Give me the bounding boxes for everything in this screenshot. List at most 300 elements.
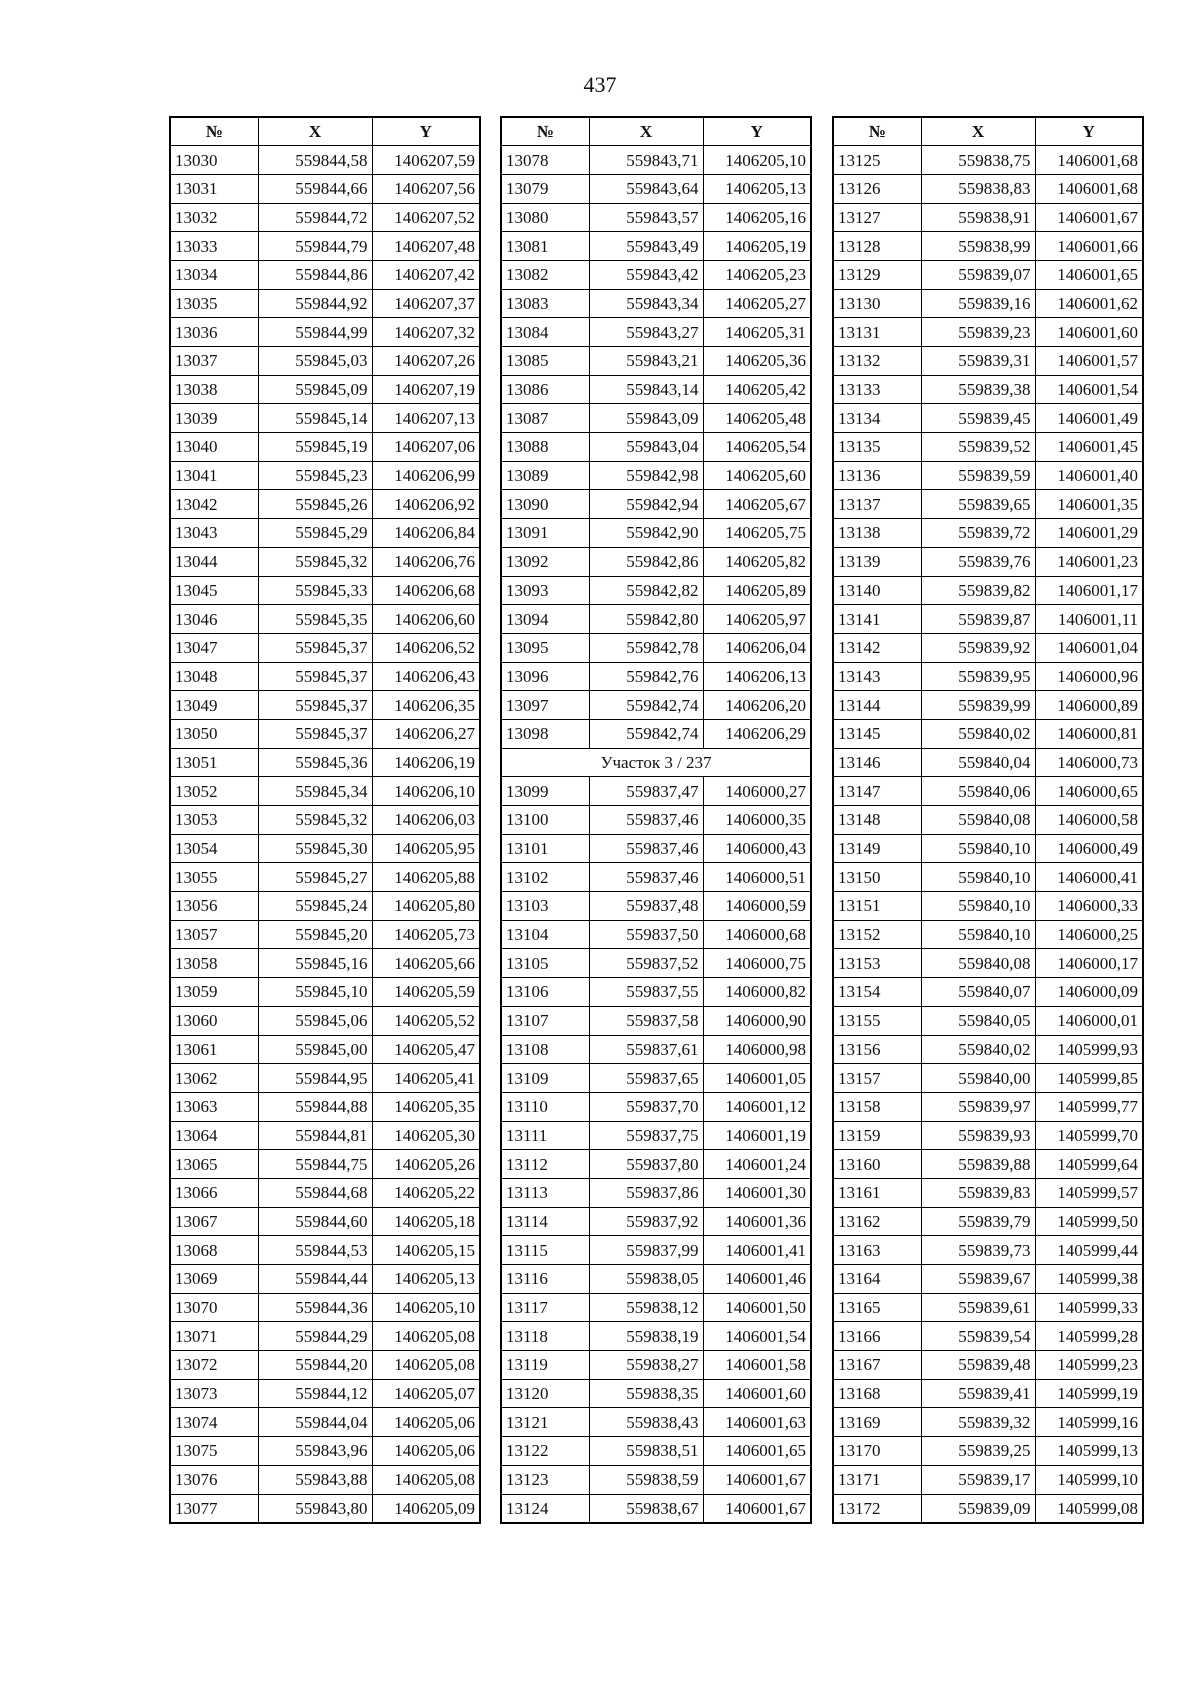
x-coordinate-cell: 559839,17 bbox=[921, 1465, 1035, 1494]
y-coordinate-cell: 1406206,35 bbox=[372, 691, 480, 720]
x-coordinate-cell: 559837,80 bbox=[589, 1150, 703, 1179]
table-row bbox=[833, 1265, 1143, 1294]
y-coordinate-cell: 1406001,68 bbox=[1035, 174, 1143, 203]
y-coordinate-cell: 1406000,58 bbox=[1035, 806, 1143, 835]
y-coordinate-cell: 1406001,11 bbox=[1035, 605, 1143, 634]
table-row bbox=[833, 1465, 1143, 1494]
table-row bbox=[833, 1006, 1143, 1035]
y-coordinate-cell: 1406001,57 bbox=[1035, 347, 1143, 376]
x-coordinate-cell: 559844,44 bbox=[258, 1265, 372, 1294]
table-row bbox=[501, 1494, 811, 1523]
y-coordinate-cell: 1406205,75 bbox=[703, 519, 811, 548]
x-coordinate-cell: 559844,60 bbox=[258, 1207, 372, 1236]
table-row bbox=[501, 1408, 811, 1437]
x-coordinate-cell: 559842,82 bbox=[589, 576, 703, 605]
point-number-cell: 13144 bbox=[833, 691, 921, 720]
point-number-cell: 13170 bbox=[833, 1437, 921, 1466]
y-coordinate-cell: 1406205,82 bbox=[703, 547, 811, 576]
table-row bbox=[501, 174, 811, 203]
point-number-cell: 13132 bbox=[833, 347, 921, 376]
x-coordinate-cell: 559839,32 bbox=[921, 1408, 1035, 1437]
header-y: Y bbox=[1035, 117, 1143, 146]
point-number-cell: 13103 bbox=[501, 892, 589, 921]
table-row bbox=[833, 1236, 1143, 1265]
point-number-cell: 13062 bbox=[170, 1064, 258, 1093]
point-number-cell: 13032 bbox=[170, 203, 258, 232]
point-number-cell: 13041 bbox=[170, 461, 258, 490]
x-coordinate-cell: 559844,36 bbox=[258, 1293, 372, 1322]
y-coordinate-cell: 1406001,60 bbox=[703, 1379, 811, 1408]
x-coordinate-cell: 559845,16 bbox=[258, 949, 372, 978]
y-coordinate-cell: 1406000,27 bbox=[703, 777, 811, 806]
x-coordinate-cell: 559839,23 bbox=[921, 318, 1035, 347]
point-number-cell: 13137 bbox=[833, 490, 921, 519]
x-coordinate-cell: 559845,20 bbox=[258, 920, 372, 949]
y-coordinate-cell: 1406206,76 bbox=[372, 547, 480, 576]
x-coordinate-cell: 559839,93 bbox=[921, 1121, 1035, 1150]
y-coordinate-cell: 1406001,67 bbox=[703, 1494, 811, 1523]
point-number-cell: 13138 bbox=[833, 519, 921, 548]
point-number-cell: 13163 bbox=[833, 1236, 921, 1265]
coordinates-table-2 bbox=[500, 116, 812, 1524]
x-coordinate-cell: 559844,95 bbox=[258, 1064, 372, 1093]
y-coordinate-cell: 1406206,68 bbox=[372, 576, 480, 605]
x-coordinate-cell: 559845,37 bbox=[258, 719, 372, 748]
point-number-cell: 13117 bbox=[501, 1293, 589, 1322]
y-coordinate-cell: 1406001,50 bbox=[703, 1293, 811, 1322]
y-coordinate-cell: 1406205,31 bbox=[703, 318, 811, 347]
table-row bbox=[501, 1150, 811, 1179]
point-number-cell: 13125 bbox=[833, 146, 921, 175]
header-x: X bbox=[921, 117, 1035, 146]
x-coordinate-cell: 559838,51 bbox=[589, 1437, 703, 1466]
table-row bbox=[501, 1006, 811, 1035]
y-coordinate-cell: 1406205,54 bbox=[703, 433, 811, 462]
point-number-cell: 13060 bbox=[170, 1006, 258, 1035]
y-coordinate-cell: 1406001,35 bbox=[1035, 490, 1143, 519]
x-coordinate-cell: 559838,12 bbox=[589, 1293, 703, 1322]
y-coordinate-cell: 1406000,51 bbox=[703, 863, 811, 892]
x-coordinate-cell: 559837,75 bbox=[589, 1121, 703, 1150]
x-coordinate-cell: 559843,34 bbox=[589, 289, 703, 318]
y-coordinate-cell: 1406205,08 bbox=[372, 1322, 480, 1351]
point-number-cell: 13080 bbox=[501, 203, 589, 232]
y-coordinate-cell: 1405999,85 bbox=[1035, 1064, 1143, 1093]
table-row bbox=[833, 461, 1143, 490]
x-coordinate-cell: 559839,76 bbox=[921, 547, 1035, 576]
table-row bbox=[833, 146, 1143, 175]
point-number-cell: 13109 bbox=[501, 1064, 589, 1093]
y-coordinate-cell: 1406205,13 bbox=[703, 174, 811, 203]
point-number-cell: 13074 bbox=[170, 1408, 258, 1437]
table-row bbox=[833, 519, 1143, 548]
x-coordinate-cell: 559844,29 bbox=[258, 1322, 372, 1351]
y-coordinate-cell: 1406001,24 bbox=[703, 1150, 811, 1179]
table-row bbox=[833, 1494, 1143, 1523]
point-number-cell: 13097 bbox=[501, 691, 589, 720]
table-row bbox=[833, 1207, 1143, 1236]
point-number-cell: 13067 bbox=[170, 1207, 258, 1236]
header-y: Y bbox=[372, 117, 480, 146]
y-coordinate-cell: 1406205,26 bbox=[372, 1150, 480, 1179]
point-number-cell: 13056 bbox=[170, 892, 258, 921]
table-row bbox=[170, 1437, 480, 1466]
x-coordinate-cell: 559842,78 bbox=[589, 633, 703, 662]
y-coordinate-cell: 1406000,35 bbox=[703, 806, 811, 835]
point-number-cell: 13102 bbox=[501, 863, 589, 892]
table-row bbox=[501, 1379, 811, 1408]
table-row bbox=[501, 605, 811, 634]
y-coordinate-cell: 1405999,77 bbox=[1035, 1092, 1143, 1121]
x-coordinate-cell: 559839,92 bbox=[921, 633, 1035, 662]
x-coordinate-cell: 559845,30 bbox=[258, 834, 372, 863]
table-row bbox=[170, 519, 480, 548]
point-number-cell: 13119 bbox=[501, 1351, 589, 1380]
point-number-cell: 13172 bbox=[833, 1494, 921, 1523]
point-number-cell: 13160 bbox=[833, 1150, 921, 1179]
point-number-cell: 13140 bbox=[833, 576, 921, 605]
point-number-cell: 13031 bbox=[170, 174, 258, 203]
y-coordinate-cell: 1405999,16 bbox=[1035, 1408, 1143, 1437]
x-coordinate-cell: 559842,74 bbox=[589, 719, 703, 748]
y-coordinate-cell: 1405999,64 bbox=[1035, 1150, 1143, 1179]
table-row bbox=[501, 1092, 811, 1121]
point-number-cell: 13158 bbox=[833, 1092, 921, 1121]
x-coordinate-cell: 559838,75 bbox=[921, 146, 1035, 175]
x-coordinate-cell: 559837,99 bbox=[589, 1236, 703, 1265]
point-number-cell: 13152 bbox=[833, 920, 921, 949]
x-coordinate-cell: 559845,06 bbox=[258, 1006, 372, 1035]
x-coordinate-cell: 559842,80 bbox=[589, 605, 703, 634]
y-coordinate-cell: 1406205,16 bbox=[703, 203, 811, 232]
point-number-cell: 13139 bbox=[833, 547, 921, 576]
y-coordinate-cell: 1406207,37 bbox=[372, 289, 480, 318]
x-coordinate-cell: 559839,99 bbox=[921, 691, 1035, 720]
y-coordinate-cell: 1406205,59 bbox=[372, 978, 480, 1007]
x-coordinate-cell: 559839,67 bbox=[921, 1265, 1035, 1294]
x-coordinate-cell: 559845,32 bbox=[258, 806, 372, 835]
point-number-cell: 13156 bbox=[833, 1035, 921, 1064]
point-number-cell: 13169 bbox=[833, 1408, 921, 1437]
x-coordinate-cell: 559838,27 bbox=[589, 1351, 703, 1380]
table-row bbox=[833, 433, 1143, 462]
table-row bbox=[833, 375, 1143, 404]
y-coordinate-cell: 1405999,28 bbox=[1035, 1322, 1143, 1351]
point-number-cell: 13165 bbox=[833, 1293, 921, 1322]
point-number-cell: 13084 bbox=[501, 318, 589, 347]
table-row bbox=[170, 203, 480, 232]
y-coordinate-cell: 1406000,65 bbox=[1035, 777, 1143, 806]
point-number-cell: 13044 bbox=[170, 547, 258, 576]
point-number-cell: 13142 bbox=[833, 633, 921, 662]
y-coordinate-cell: 1406000,73 bbox=[1035, 748, 1143, 777]
point-number-cell: 13136 bbox=[833, 461, 921, 490]
y-coordinate-cell: 1406001,54 bbox=[703, 1322, 811, 1351]
y-coordinate-cell: 1406000,25 bbox=[1035, 920, 1143, 949]
y-coordinate-cell: 1406206,92 bbox=[372, 490, 480, 519]
table-row bbox=[170, 174, 480, 203]
y-coordinate-cell: 1406206,99 bbox=[372, 461, 480, 490]
table-row bbox=[501, 232, 811, 261]
point-number-cell: 13040 bbox=[170, 433, 258, 462]
table-row bbox=[833, 978, 1143, 1007]
y-coordinate-cell: 1406207,59 bbox=[372, 146, 480, 175]
table-row bbox=[833, 547, 1143, 576]
x-coordinate-cell: 559843,64 bbox=[589, 174, 703, 203]
table-row bbox=[501, 806, 811, 835]
point-number-cell: 13154 bbox=[833, 978, 921, 1007]
table-header-row bbox=[501, 117, 811, 146]
x-coordinate-cell: 559837,48 bbox=[589, 892, 703, 921]
x-coordinate-cell: 559840,10 bbox=[921, 920, 1035, 949]
y-coordinate-cell: 1406207,52 bbox=[372, 203, 480, 232]
table-row bbox=[833, 260, 1143, 289]
y-coordinate-cell: 1406207,19 bbox=[372, 375, 480, 404]
table-row bbox=[501, 1265, 811, 1294]
x-coordinate-cell: 559845,10 bbox=[258, 978, 372, 1007]
point-number-cell: 13131 bbox=[833, 318, 921, 347]
table-row bbox=[170, 1351, 480, 1380]
x-coordinate-cell: 559842,98 bbox=[589, 461, 703, 490]
point-number-cell: 13141 bbox=[833, 605, 921, 634]
table-row bbox=[170, 949, 480, 978]
x-coordinate-cell: 559842,90 bbox=[589, 519, 703, 548]
x-coordinate-cell: 559842,86 bbox=[589, 547, 703, 576]
point-number-cell: 13155 bbox=[833, 1006, 921, 1035]
y-coordinate-cell: 1406001,49 bbox=[1035, 404, 1143, 433]
y-coordinate-cell: 1406205,30 bbox=[372, 1121, 480, 1150]
table-row bbox=[170, 1207, 480, 1236]
x-coordinate-cell: 559843,80 bbox=[258, 1494, 372, 1523]
x-coordinate-cell: 559837,65 bbox=[589, 1064, 703, 1093]
point-number-cell: 13129 bbox=[833, 260, 921, 289]
point-number-cell: 13115 bbox=[501, 1236, 589, 1265]
point-number-cell: 13053 bbox=[170, 806, 258, 835]
table-row bbox=[833, 404, 1143, 433]
point-number-cell: 13065 bbox=[170, 1150, 258, 1179]
x-coordinate-cell: 559838,19 bbox=[589, 1322, 703, 1351]
point-number-cell: 13168 bbox=[833, 1379, 921, 1408]
y-coordinate-cell: 1406205,95 bbox=[372, 834, 480, 863]
point-number-cell: 13171 bbox=[833, 1465, 921, 1494]
y-coordinate-cell: 1406000,59 bbox=[703, 892, 811, 921]
table-row bbox=[501, 433, 811, 462]
y-coordinate-cell: 1406001,05 bbox=[703, 1064, 811, 1093]
x-coordinate-cell: 559839,48 bbox=[921, 1351, 1035, 1380]
table-row bbox=[833, 691, 1143, 720]
table-row bbox=[833, 863, 1143, 892]
y-coordinate-cell: 1406001,65 bbox=[703, 1437, 811, 1466]
table-row bbox=[833, 1035, 1143, 1064]
x-coordinate-cell: 559840,10 bbox=[921, 863, 1035, 892]
y-coordinate-cell: 1405999,10 bbox=[1035, 1465, 1143, 1494]
x-coordinate-cell: 559839,16 bbox=[921, 289, 1035, 318]
y-coordinate-cell: 1406000,90 bbox=[703, 1006, 811, 1035]
x-coordinate-cell: 559839,82 bbox=[921, 576, 1035, 605]
point-number-cell: 13166 bbox=[833, 1322, 921, 1351]
point-number-cell: 13096 bbox=[501, 662, 589, 691]
point-number-cell: 13087 bbox=[501, 404, 589, 433]
y-coordinate-cell: 1405999,93 bbox=[1035, 1035, 1143, 1064]
table-row bbox=[833, 1178, 1143, 1207]
point-number-cell: 13077 bbox=[170, 1494, 258, 1523]
table-row bbox=[170, 633, 480, 662]
table-row bbox=[501, 1064, 811, 1093]
y-coordinate-cell: 1406205,06 bbox=[372, 1437, 480, 1466]
x-coordinate-cell: 559840,10 bbox=[921, 834, 1035, 863]
y-coordinate-cell: 1406205,35 bbox=[372, 1092, 480, 1121]
table-row bbox=[833, 1150, 1143, 1179]
table-row bbox=[170, 404, 480, 433]
point-number-cell: 13164 bbox=[833, 1265, 921, 1294]
point-number-cell: 13042 bbox=[170, 490, 258, 519]
y-coordinate-cell: 1406207,56 bbox=[372, 174, 480, 203]
y-coordinate-cell: 1406205,27 bbox=[703, 289, 811, 318]
y-coordinate-cell: 1406001,46 bbox=[703, 1265, 811, 1294]
point-number-cell: 13051 bbox=[170, 748, 258, 777]
table-row bbox=[833, 1379, 1143, 1408]
point-number-cell: 13114 bbox=[501, 1207, 589, 1236]
point-number-cell: 13122 bbox=[501, 1437, 589, 1466]
y-coordinate-cell: 1406001,17 bbox=[1035, 576, 1143, 605]
y-coordinate-cell: 1406000,82 bbox=[703, 978, 811, 1007]
table-row bbox=[833, 1293, 1143, 1322]
x-coordinate-cell: 559839,83 bbox=[921, 1178, 1035, 1207]
point-number-cell: 13047 bbox=[170, 633, 258, 662]
x-coordinate-cell: 559837,61 bbox=[589, 1035, 703, 1064]
x-coordinate-cell: 559840,02 bbox=[921, 719, 1035, 748]
table-row bbox=[170, 920, 480, 949]
header-x: X bbox=[258, 117, 372, 146]
y-coordinate-cell: 1406001,45 bbox=[1035, 433, 1143, 462]
x-coordinate-cell: 559840,05 bbox=[921, 1006, 1035, 1035]
y-coordinate-cell: 1406000,68 bbox=[703, 920, 811, 949]
point-number-cell: 13068 bbox=[170, 1236, 258, 1265]
x-coordinate-cell: 559838,43 bbox=[589, 1408, 703, 1437]
point-number-cell: 13054 bbox=[170, 834, 258, 863]
table-row bbox=[170, 146, 480, 175]
point-number-cell: 13093 bbox=[501, 576, 589, 605]
y-coordinate-cell: 1406206,03 bbox=[372, 806, 480, 835]
point-number-cell: 13128 bbox=[833, 232, 921, 261]
point-number-cell: 13048 bbox=[170, 662, 258, 691]
table-row bbox=[501, 834, 811, 863]
table-row bbox=[170, 1408, 480, 1437]
y-coordinate-cell: 1406001,40 bbox=[1035, 461, 1143, 490]
x-coordinate-cell: 559839,73 bbox=[921, 1236, 1035, 1265]
table-row bbox=[501, 146, 811, 175]
y-coordinate-cell: 1406207,06 bbox=[372, 433, 480, 462]
y-coordinate-cell: 1406205,07 bbox=[372, 1379, 480, 1408]
y-coordinate-cell: 1406205,67 bbox=[703, 490, 811, 519]
page-number: 437 bbox=[583, 72, 617, 97]
y-coordinate-cell: 1406206,29 bbox=[703, 719, 811, 748]
table-row bbox=[833, 1351, 1143, 1380]
y-coordinate-cell: 1406205,15 bbox=[372, 1236, 480, 1265]
y-coordinate-cell: 1406206,84 bbox=[372, 519, 480, 548]
point-number-cell: 13099 bbox=[501, 777, 589, 806]
table-row bbox=[170, 260, 480, 289]
section-header-row bbox=[501, 748, 811, 777]
y-coordinate-cell: 1406001,12 bbox=[703, 1092, 811, 1121]
table-row bbox=[501, 920, 811, 949]
table-row bbox=[170, 576, 480, 605]
x-coordinate-cell: 559844,58 bbox=[258, 146, 372, 175]
y-coordinate-cell: 1406205,06 bbox=[372, 1408, 480, 1437]
y-coordinate-cell: 1406000,33 bbox=[1035, 892, 1143, 921]
y-coordinate-cell: 1406001,29 bbox=[1035, 519, 1143, 548]
y-coordinate-cell: 1405999,57 bbox=[1035, 1178, 1143, 1207]
x-coordinate-cell: 559842,76 bbox=[589, 662, 703, 691]
table-row bbox=[501, 1035, 811, 1064]
x-coordinate-cell: 559838,91 bbox=[921, 203, 1035, 232]
point-number-cell: 13050 bbox=[170, 719, 258, 748]
point-number-cell: 13073 bbox=[170, 1379, 258, 1408]
y-coordinate-cell: 1405999,13 bbox=[1035, 1437, 1143, 1466]
point-number-cell: 13130 bbox=[833, 289, 921, 318]
y-coordinate-cell: 1406001,19 bbox=[703, 1121, 811, 1150]
table-row bbox=[170, 490, 480, 519]
point-number-cell: 13079 bbox=[501, 174, 589, 203]
x-coordinate-cell: 559839,59 bbox=[921, 461, 1035, 490]
x-coordinate-cell: 559844,92 bbox=[258, 289, 372, 318]
table-row bbox=[170, 863, 480, 892]
point-number-cell: 13118 bbox=[501, 1322, 589, 1351]
table-row bbox=[501, 1178, 811, 1207]
table-row bbox=[501, 1437, 811, 1466]
x-coordinate-cell: 559843,14 bbox=[589, 375, 703, 404]
y-coordinate-cell: 1406001,66 bbox=[1035, 232, 1143, 261]
table-row bbox=[501, 719, 811, 748]
point-number-cell: 13085 bbox=[501, 347, 589, 376]
x-coordinate-cell: 559838,35 bbox=[589, 1379, 703, 1408]
point-number-cell: 13076 bbox=[170, 1465, 258, 1494]
y-coordinate-cell: 1406001,67 bbox=[703, 1465, 811, 1494]
x-coordinate-cell: 559838,05 bbox=[589, 1265, 703, 1294]
table-row bbox=[170, 834, 480, 863]
table-row bbox=[170, 1293, 480, 1322]
point-number-cell: 13043 bbox=[170, 519, 258, 548]
point-number-cell: 13089 bbox=[501, 461, 589, 490]
x-coordinate-cell: 559839,87 bbox=[921, 605, 1035, 634]
point-number-cell: 13104 bbox=[501, 920, 589, 949]
x-coordinate-cell: 559845,23 bbox=[258, 461, 372, 490]
x-coordinate-cell: 559845,00 bbox=[258, 1035, 372, 1064]
point-number-cell: 13070 bbox=[170, 1293, 258, 1322]
table-row bbox=[170, 691, 480, 720]
table-row bbox=[501, 691, 811, 720]
y-coordinate-cell: 1406000,98 bbox=[703, 1035, 811, 1064]
point-number-cell: 13052 bbox=[170, 777, 258, 806]
table-row bbox=[501, 1293, 811, 1322]
point-number-cell: 13105 bbox=[501, 949, 589, 978]
point-number-cell: 13147 bbox=[833, 777, 921, 806]
header-y: Y bbox=[703, 117, 811, 146]
point-number-cell: 13146 bbox=[833, 748, 921, 777]
coordinates-table-1 bbox=[169, 116, 481, 1524]
point-number-cell: 13082 bbox=[501, 260, 589, 289]
y-coordinate-cell: 1406000,17 bbox=[1035, 949, 1143, 978]
point-number-cell: 13034 bbox=[170, 260, 258, 289]
x-coordinate-cell: 559845,35 bbox=[258, 605, 372, 634]
x-coordinate-cell: 559842,74 bbox=[589, 691, 703, 720]
y-coordinate-cell: 1406001,04 bbox=[1035, 633, 1143, 662]
x-coordinate-cell: 559845,29 bbox=[258, 519, 372, 548]
x-coordinate-cell: 559839,52 bbox=[921, 433, 1035, 462]
y-coordinate-cell: 1406000,89 bbox=[1035, 691, 1143, 720]
point-number-cell: 13033 bbox=[170, 232, 258, 261]
table-header-row bbox=[170, 117, 480, 146]
